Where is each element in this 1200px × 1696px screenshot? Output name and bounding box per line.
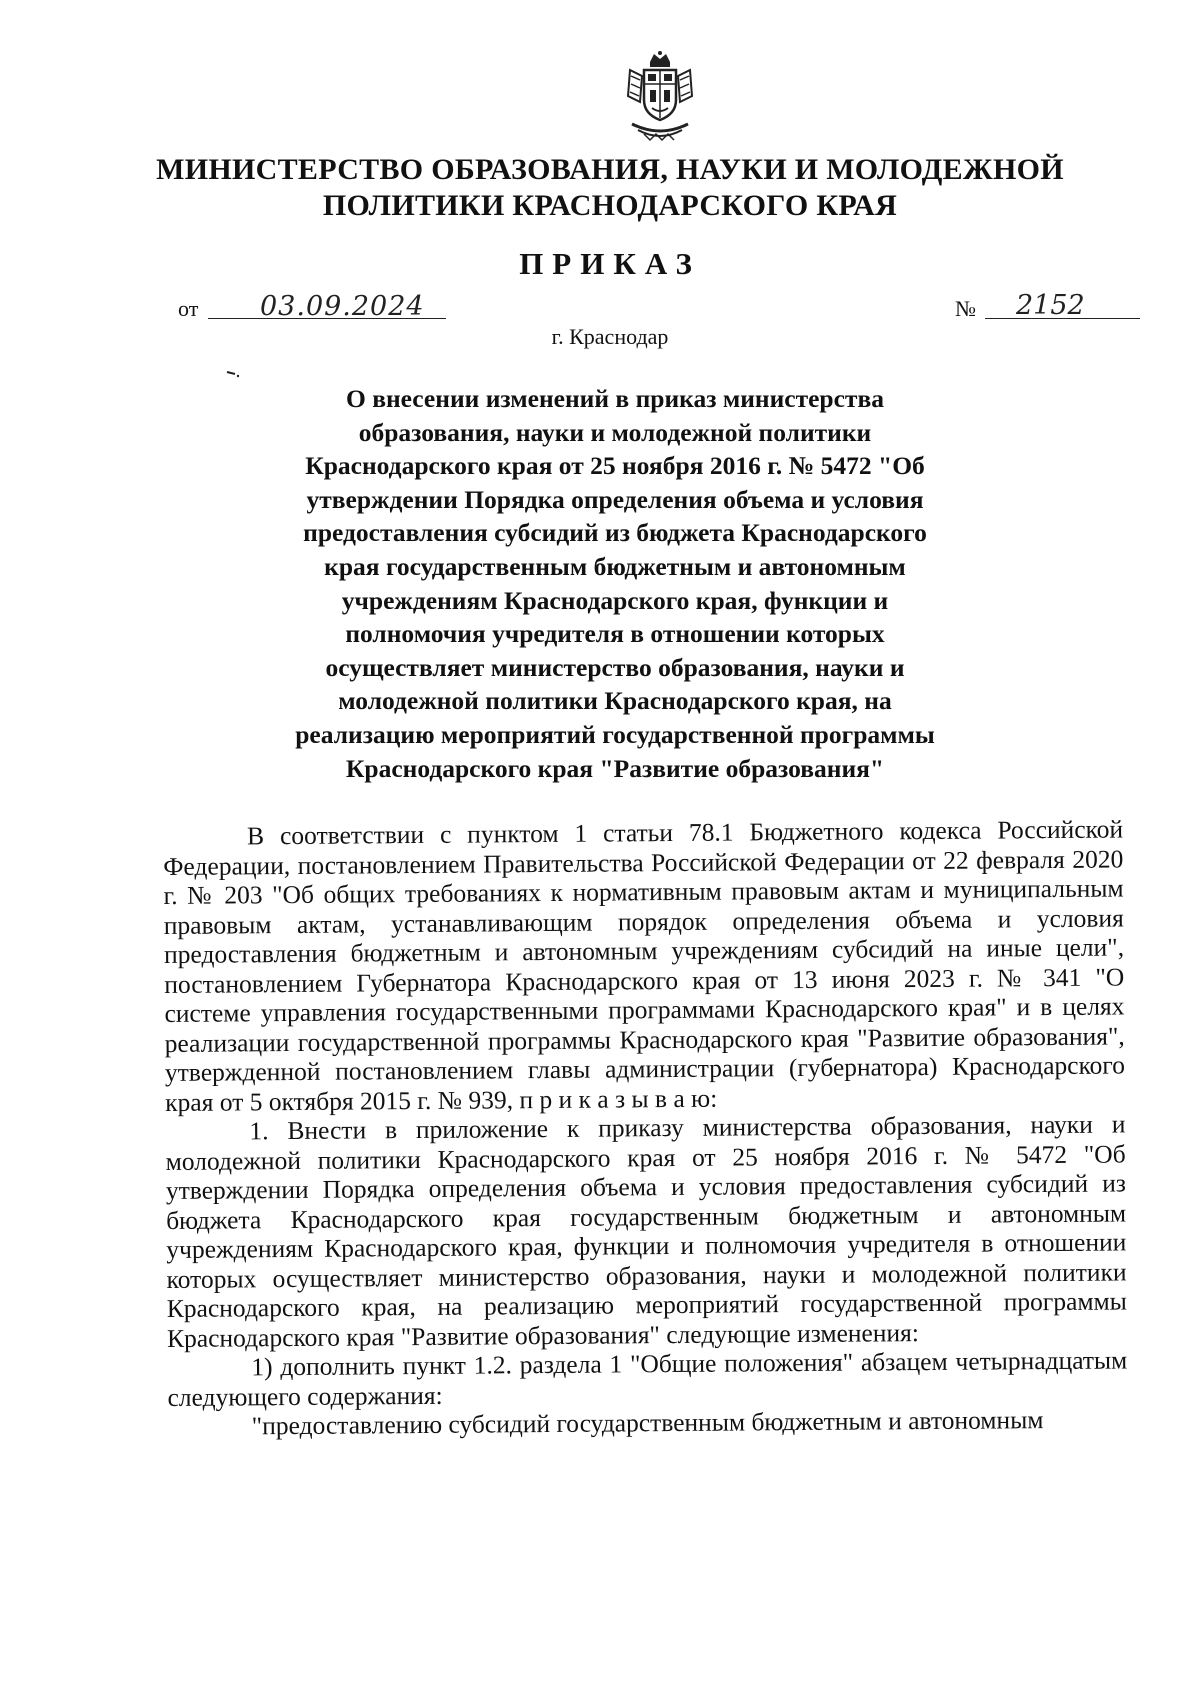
document-type-title: ПРИКАЗ bbox=[519, 246, 701, 281]
coat-of-arms-icon bbox=[622, 50, 698, 148]
preamble-paragraph bbox=[163, 814, 1125, 1117]
number-label: № bbox=[955, 296, 976, 321]
quote-start-paragraph: "предоставлению субсидий государственным бюджетным и автономным bbox=[251, 1405, 1044, 1441]
subitem-1-paragraph: 1) дополнить пункт 1.2. раздела 1 "Общие положения" абзацем четырнадцатым следующего содержания: bbox=[167, 1345, 1128, 1412]
scan-speck-icon bbox=[226, 370, 240, 378]
number-value: 2152 bbox=[1016, 290, 1085, 321]
order-subject: О внесении изменений в приказ министерства образования, науки и молодежной политики Краснодарского края от 25 ноября 2016 г. № 5472 "Об утверждении Порядка определения объема и условия предоставления субсидий из бюджета Краснодарского края государственным бюджетным и автономным учреждениям Краснодарского края, функции и полномочия учредителя в отношении которых осуществляет министерство образования, науки и молодежной политики Краснодарского края, на реализацию мероприятий государственной программы Краснодарского края "Развитие образования" bbox=[295, 384, 935, 783]
date-label: от bbox=[178, 296, 199, 321]
date-value: 03.09.2024 bbox=[260, 291, 425, 322]
item-1-paragraph: 1. Внести в приложение к приказу министерства образования, науки и молодежной политики Краснодарского края от 25 ноября 2016 г. № 5472 "Об утверждении Порядка определения объема и условия предоставления субсидий из бюджета Краснодарского края государственным бюджетным и автономным учреждениям Краснодарского края, функции и полномочия учредителя в отношении которых осуществляет министерство образования, науки и молодежной политики Краснодарского края, на реализацию мероприятий государственной программы Краснодарского края "Развитие образования" следующие изменения: bbox=[165, 1109, 1127, 1353]
order-word: п р и к а з ы в а ю: bbox=[519, 1083, 718, 1114]
ministry-name: МИНИСТЕРСТВО ОБРАЗОВАНИЯ, НАУКИ И МОЛОДЕЖНОЙ ПОЛИТИКИ КРАСНОДАРСКОГО КРАЯ bbox=[156, 153, 1064, 222]
preamble-text: В соответствии с пунктом 1 статьи 78.1 Бюджетного кодекса Российской Федерации, постановлением Правительства Российской Федерации от 22 февраля 2020 г. № 203 "Об общих требованиях к нормативным правовым актам и муниципальным правовым актам, устанавливающим порядок определения объема и условия предоставления бюджетным и автономным учреждениям субсидий на иные цели", постановлением Губернатора Краснодарского края от 13 июня 2023 г. № 341 "О системе управления государственными программами Краснодарского края" и в целях реализации государственной программы Краснодарского края "Развитие образования", утвержденной постановлением главы администрации (губернатора) Краснодарского края от 5 октября 2015 г. № 939, bbox=[163, 814, 1126, 1117]
city-name: г. Краснодар bbox=[551, 324, 669, 349]
order-body bbox=[163, 814, 1128, 1441]
